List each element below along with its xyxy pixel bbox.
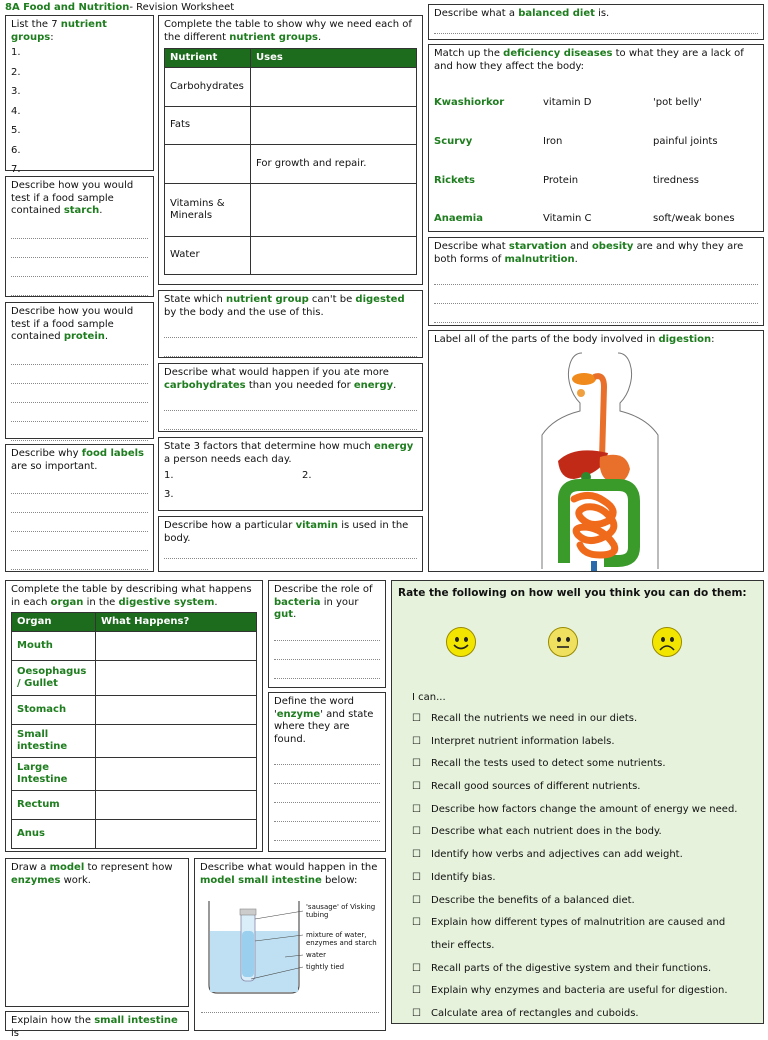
ican-label: I can... bbox=[412, 692, 446, 703]
table-row: Small intestine bbox=[12, 725, 257, 758]
balanced-diet-prompt: Describe what a balanced diet is. bbox=[434, 8, 610, 19]
digestion-diagram-box bbox=[428, 330, 764, 572]
diagram-label: 'sausage' of Visking tubing bbox=[306, 903, 376, 920]
table-row: Anus bbox=[12, 820, 257, 849]
answer-line[interactable] bbox=[11, 532, 148, 551]
starch-test-box bbox=[5, 176, 154, 297]
checkbox-icon[interactable]: ☐ bbox=[412, 962, 421, 974]
happy-face-icon[interactable] bbox=[446, 627, 476, 657]
table-row: Oesophagus / Gullet bbox=[12, 661, 257, 696]
table-row: Carbohydrates bbox=[165, 68, 417, 107]
checklist-item[interactable]: ☐ Describe how factors change the amount of energy we need. bbox=[412, 804, 755, 827]
disease-name[interactable]: Anaemia bbox=[434, 213, 483, 224]
checkbox-icon[interactable]: ☐ bbox=[412, 917, 421, 929]
column-header: Uses bbox=[251, 49, 417, 68]
neutral-face-icon[interactable] bbox=[548, 627, 578, 657]
checkbox-icon[interactable]: ☐ bbox=[412, 871, 421, 883]
small-intestine-model-box bbox=[194, 858, 386, 1031]
answer-line[interactable] bbox=[11, 551, 148, 570]
answer-line[interactable] bbox=[11, 365, 148, 384]
diagram-label: water bbox=[306, 951, 326, 959]
answer-line[interactable] bbox=[11, 346, 148, 365]
fibre-question-box bbox=[158, 290, 423, 358]
deficiency-lack[interactable]: Iron bbox=[543, 136, 563, 147]
diagram-label: mixture of water, enzymes and starch bbox=[306, 931, 377, 948]
deficiency-effect[interactable]: 'pot belly' bbox=[653, 97, 703, 108]
checkbox-icon[interactable]: ☐ bbox=[412, 894, 421, 906]
answer-line[interactable] bbox=[11, 384, 148, 403]
answer-line[interactable] bbox=[274, 622, 380, 641]
carbs-question-prompt: Describe what would happen if you ate more carbohydrates than you needed for energy. bbox=[164, 367, 397, 391]
deficiency-lack[interactable]: Vitamin C bbox=[543, 213, 592, 224]
drawing-area[interactable] bbox=[11, 887, 183, 997]
answer-line[interactable] bbox=[11, 220, 148, 239]
list-item: 5. bbox=[11, 125, 21, 136]
bacteria-question-box bbox=[268, 580, 386, 688]
organ-table bbox=[11, 612, 257, 849]
column-header: Organ bbox=[12, 613, 96, 632]
checklist-item[interactable]: ☐ Recall the tests used to detect some nutrients. bbox=[412, 758, 755, 781]
list-item: 6. bbox=[11, 144, 21, 156]
checkbox-icon[interactable]: ☐ bbox=[412, 758, 421, 770]
answer-line[interactable] bbox=[274, 765, 380, 784]
fibre-question-prompt: State which nutrient group can't be digested by the body and the use of this. bbox=[164, 294, 405, 318]
checklist-item[interactable]: ☐ Describe the benefits of a balanced diet. bbox=[412, 895, 755, 918]
sad-face-icon[interactable] bbox=[652, 627, 682, 657]
table-row: Large Intestine bbox=[12, 758, 257, 791]
vitamin-question-prompt: Describe how a particular vitamin is used in the body. bbox=[164, 520, 409, 544]
answer-line[interactable] bbox=[11, 239, 148, 258]
factor-number: 2. bbox=[302, 470, 312, 481]
disease-name[interactable]: Kwashiorkor bbox=[434, 97, 505, 108]
table-row: Stomach bbox=[12, 696, 257, 725]
checklist-item[interactable]: ☐ Recall parts of the digestive system and their functions. bbox=[412, 963, 755, 986]
balanced-diet-box bbox=[428, 4, 764, 40]
factor-number: 3. bbox=[164, 489, 174, 500]
answer-line[interactable] bbox=[434, 21, 758, 34]
checkbox-icon[interactable]: ☐ bbox=[412, 781, 421, 793]
digestive-system-illustration bbox=[534, 349, 664, 569]
nutrient-table-box bbox=[158, 15, 423, 285]
answer-line[interactable] bbox=[11, 494, 148, 513]
answer-line[interactable] bbox=[274, 746, 380, 765]
starvation-box bbox=[428, 237, 764, 326]
deficiency-effect[interactable]: soft/weak bones bbox=[653, 213, 735, 224]
energy-question-prompt: State 3 factors that determine how much energy a person needs each day. bbox=[164, 441, 414, 465]
checklist-item[interactable]: ☐ Identify how verbs and adjectives can add weight. bbox=[412, 849, 755, 872]
answer-line[interactable] bbox=[164, 411, 417, 430]
deficiency-match-grid bbox=[434, 81, 758, 231]
table-row: For growth and repair. bbox=[165, 145, 417, 184]
list-item: 1. bbox=[11, 47, 21, 58]
factor-number: 1. bbox=[164, 470, 174, 481]
answer-line[interactable] bbox=[274, 641, 380, 660]
answer-line[interactable] bbox=[11, 258, 148, 277]
vitamin-question-box bbox=[158, 516, 423, 572]
answer-line[interactable] bbox=[164, 545, 417, 559]
starvation-prompt: Describe what starvation and obesity are and why they are both forms of malnutrition. bbox=[434, 241, 744, 265]
deficiency-effect[interactable]: painful joints bbox=[653, 136, 718, 147]
checklist-item[interactable]: ☐ Explain why enzymes and bacteria are useful for digestion. bbox=[412, 985, 755, 1008]
bacteria-question-prompt: Describe the role of bacteria in your gut. bbox=[274, 584, 373, 620]
nutrient-table-prompt: Complete the table to show why we need each of the different nutrient groups. bbox=[164, 19, 412, 43]
answer-line[interactable] bbox=[274, 803, 380, 822]
deficiency-box bbox=[428, 44, 764, 232]
worksheet-title bbox=[5, 2, 234, 15]
checklist-item[interactable]: ☐ Calculate area of rectangles and cuboids. bbox=[412, 1008, 755, 1031]
checkbox-icon[interactable]: ☐ bbox=[412, 826, 421, 838]
checklist-item[interactable]: ☐ Interpret nutrient information labels. bbox=[412, 736, 755, 759]
table-row: Rectum bbox=[12, 791, 257, 820]
title-suffix: - Revision Worksheet bbox=[129, 2, 235, 13]
model-question-box bbox=[5, 858, 189, 1007]
disease-name[interactable]: Rickets bbox=[434, 175, 475, 186]
table-row: Mouth bbox=[12, 632, 257, 661]
list-item: 3. bbox=[11, 86, 21, 97]
checklist-item[interactable]: ☐ Describe what each nutrient does in the body. bbox=[412, 826, 755, 849]
checkbox-icon[interactable]: ☐ bbox=[412, 849, 421, 861]
checkbox-icon[interactable]: ☐ bbox=[412, 735, 421, 747]
answer-line[interactable] bbox=[434, 304, 758, 323]
rating-checklist bbox=[412, 713, 755, 1031]
list-item: 7. bbox=[11, 164, 21, 175]
disease-name[interactable]: Scurvy bbox=[434, 136, 473, 147]
protein-test-prompt: Describe how you would test if a food sample contained protein. bbox=[11, 306, 134, 342]
table-row: Water bbox=[165, 237, 417, 275]
explain-question-prompt: Explain how the small intestine is bbox=[11, 1015, 178, 1039]
column-header: Nutrient bbox=[165, 49, 251, 68]
checklist-item-continued: their effects. bbox=[431, 939, 495, 951]
column-header: What Happens? bbox=[96, 613, 257, 632]
food-labels-box bbox=[5, 444, 154, 572]
enzyme-question-box bbox=[268, 692, 386, 852]
protein-test-box bbox=[5, 302, 154, 439]
nutrient-table bbox=[164, 48, 417, 275]
checklist-item[interactable]: ☐ Recall good sources of different nutrients. bbox=[412, 781, 755, 804]
carbs-question-box bbox=[158, 363, 423, 432]
diagram-label: tightly tied bbox=[306, 963, 345, 971]
digestion-prompt: Label all of the parts of the body involved in digestion: bbox=[434, 334, 715, 345]
organ-table-box bbox=[5, 580, 263, 852]
deficiency-lack[interactable]: Protein bbox=[543, 175, 579, 186]
answer-line[interactable] bbox=[11, 475, 148, 494]
answer-line[interactable] bbox=[274, 660, 380, 679]
enzyme-question-prompt: Define the word 'enzyme' and state where they are found. bbox=[274, 696, 374, 745]
answer-line[interactable] bbox=[164, 338, 417, 357]
nutrient-groups-prompt: List the 7 nutrient groups: bbox=[11, 19, 107, 43]
title-topic: 8A Food and Nutrition bbox=[5, 2, 130, 13]
answer-line[interactable] bbox=[274, 784, 380, 803]
answer-line[interactable] bbox=[274, 822, 380, 841]
nutrient-groups-list bbox=[11, 47, 148, 184]
answer-line[interactable] bbox=[164, 319, 417, 338]
table-row: Fats bbox=[165, 107, 417, 145]
nutrient-groups-box bbox=[5, 15, 154, 175]
checkbox-icon[interactable]: ☐ bbox=[412, 985, 421, 997]
list-item: 2. bbox=[11, 66, 21, 78]
answer-line[interactable] bbox=[434, 266, 758, 285]
energy-question-box bbox=[158, 437, 423, 511]
checkbox-icon[interactable]: ☐ bbox=[412, 1007, 421, 1019]
table-row: Vitamins & Minerals bbox=[165, 184, 417, 237]
answer-line[interactable] bbox=[164, 392, 417, 411]
list-item: 4. bbox=[11, 105, 21, 117]
answer-line[interactable] bbox=[11, 422, 148, 441]
answer-line[interactable] bbox=[434, 285, 758, 304]
model-question-prompt: Draw a model to represent how enzymes work. bbox=[11, 862, 173, 886]
deficiency-lack[interactable]: vitamin D bbox=[543, 97, 592, 108]
answer-line[interactable] bbox=[201, 999, 379, 1013]
organ-table-prompt: Complete the table by describing what happens in each organ in the digestive system. bbox=[11, 584, 252, 608]
answer-line[interactable] bbox=[11, 277, 148, 296]
explain-question-box bbox=[5, 1011, 189, 1039]
self-rating-panel bbox=[391, 580, 764, 1024]
checklist-item[interactable]: ☐ Explain how different types of malnutrition are caused and bbox=[412, 917, 755, 940]
food-labels-prompt: Describe why food labels are so important. bbox=[11, 448, 144, 472]
starch-test-prompt: Describe how you would test if a food sample contained starch. bbox=[11, 180, 134, 216]
checkbox-icon[interactable]: ☐ bbox=[412, 713, 421, 724]
answer-line[interactable] bbox=[11, 513, 148, 532]
deficiency-prompt: Match up the deficiency diseases to what they are a lack of and how they affect the body: bbox=[434, 48, 744, 72]
checklist-item[interactable]: ☐ Recall the nutrients we need in our diets. bbox=[412, 713, 755, 736]
checkbox-icon[interactable]: ☐ bbox=[412, 803, 421, 815]
deficiency-effect[interactable]: tiredness bbox=[653, 175, 700, 186]
intestine-question-prompt: Describe what would happen in the model small intestine below: bbox=[200, 862, 378, 886]
checklist-item[interactable]: ☐ Identify bias. bbox=[412, 872, 755, 895]
answer-line[interactable] bbox=[11, 403, 148, 422]
rating-title: Rate the following on how well you think you can do them: bbox=[398, 587, 747, 599]
